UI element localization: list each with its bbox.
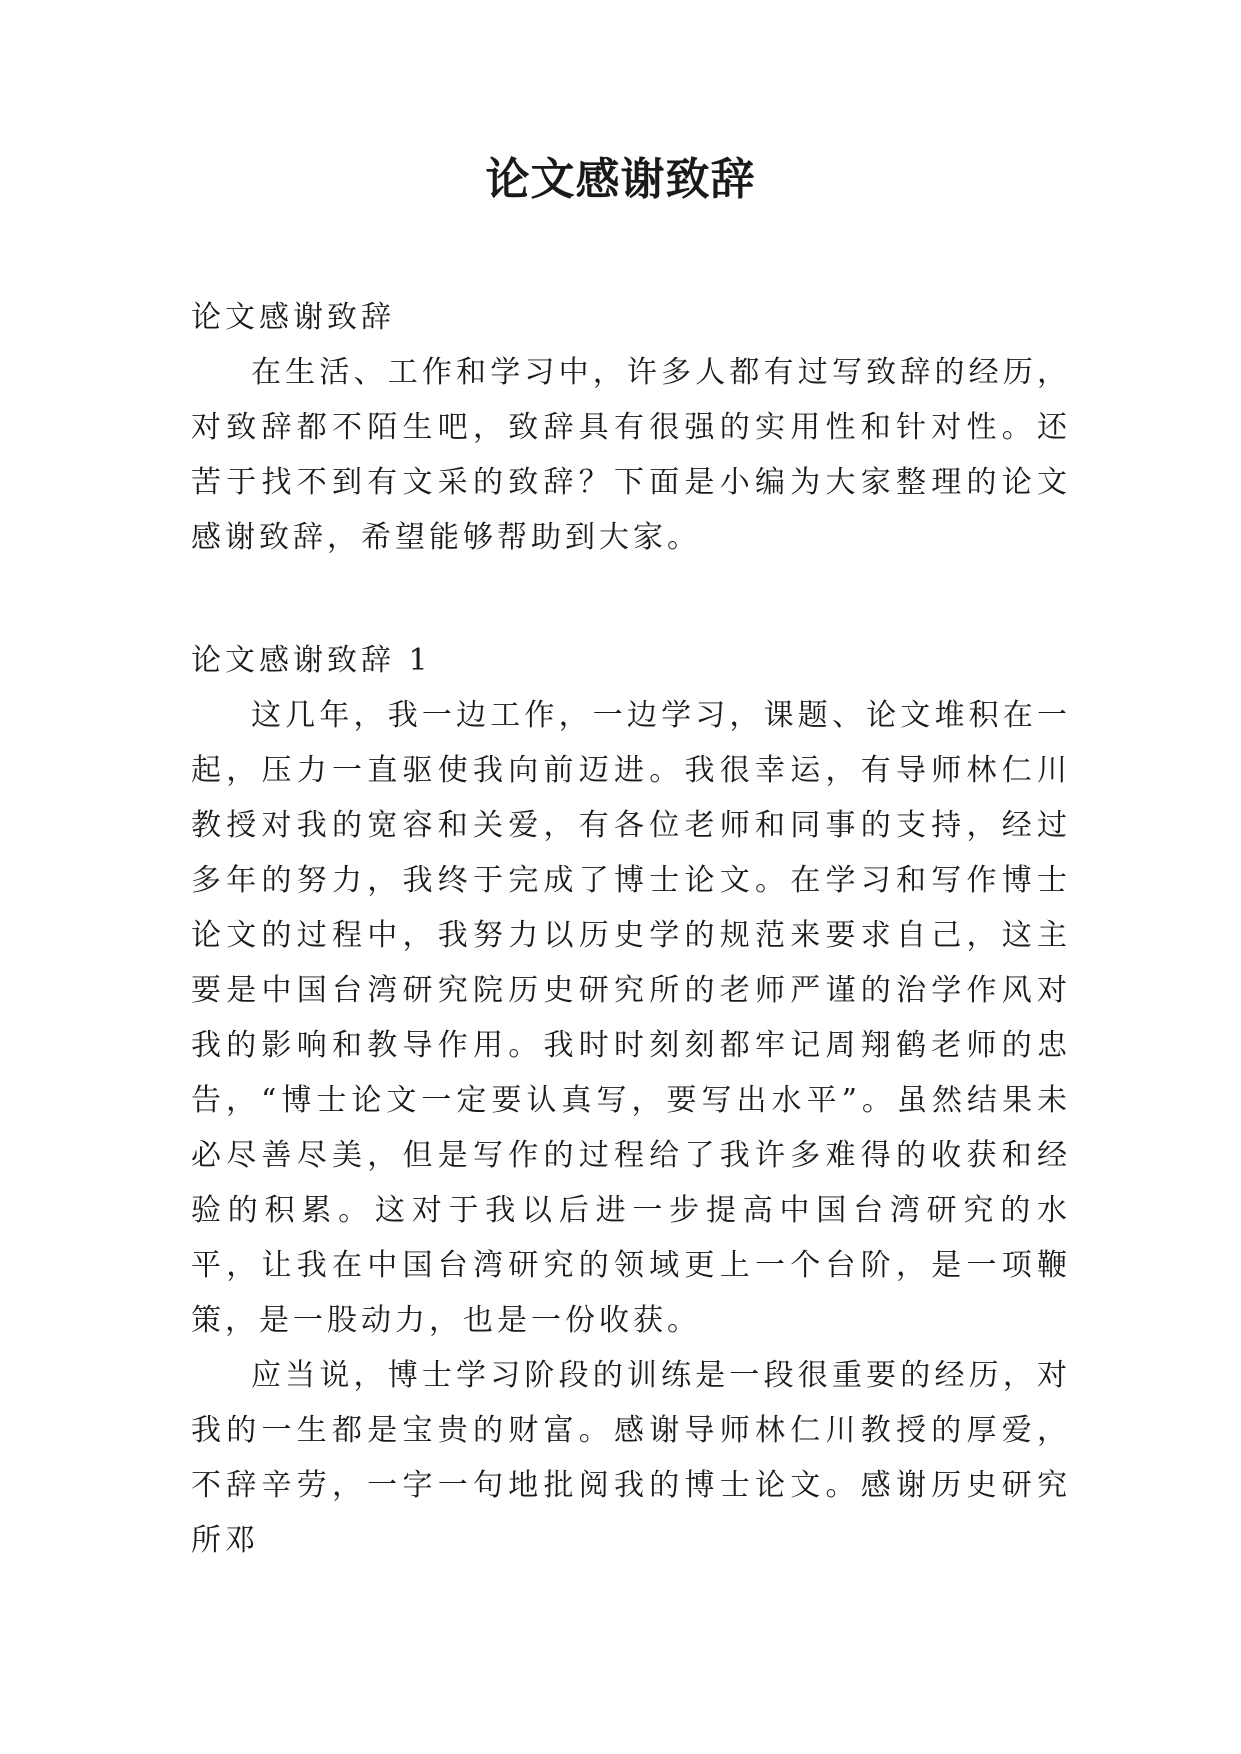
document-body (191, 290, 1071, 1568)
document-title: 论文感谢致辞 (485, 154, 756, 205)
intro-heading: 论文感谢致辞 (191, 300, 395, 335)
section-spacer (191, 565, 1071, 633)
section-1-heading: 论文感谢致辞 1 (191, 643, 432, 678)
section-1-paragraph-2: 应当说，博士学习阶段的训练是一段很重要的经历，对我的一生都是宝贵的财富。感谢导师林仁川教授的厚爱，不辞辛劳，一字一句地批阅我的博士论文。感谢历史研究所邓 (191, 1358, 1071, 1558)
section-1-paragraph-1: 这几年，我一边工作，一边学习，课题、论文堆积在一起，压力一直驱使我向前迈进。我很幸运，有导师林仁川教授对我的宽容和关爱，有各位老师和同事的支持，经过多年的努力，我终于完成了博士论文。在学习和写作博士论文的过程中，我努力以历史学的规范来要求自己，这主要是中国台湾研究院历史研究所的老师严谨的治学作风对我的影响和教导作用。我时时刻刻都牢记周翔鹤老师的忠告，“博士论文一定要认真写，要写出水平”。虽然结果未必尽善尽美，但是写作的过程给了我许多难得的收获和经验的积累。这对于我以后进一步提高中国台湾研究的水平，让我在中国台湾研究的领域更上一个台阶，是一项鞭策，是一股动力，也是一份收获。 (191, 698, 1071, 1338)
intro-paragraph: 在生活、工作和学习中，许多人都有过写致辞的经历，对致辞都不陌生吧，致辞具有很强的实用性和针对性。还苦于找不到有文采的致辞？下面是小编为大家整理的论文感谢致辞，希望能够帮助到大家。 (191, 355, 1071, 555)
